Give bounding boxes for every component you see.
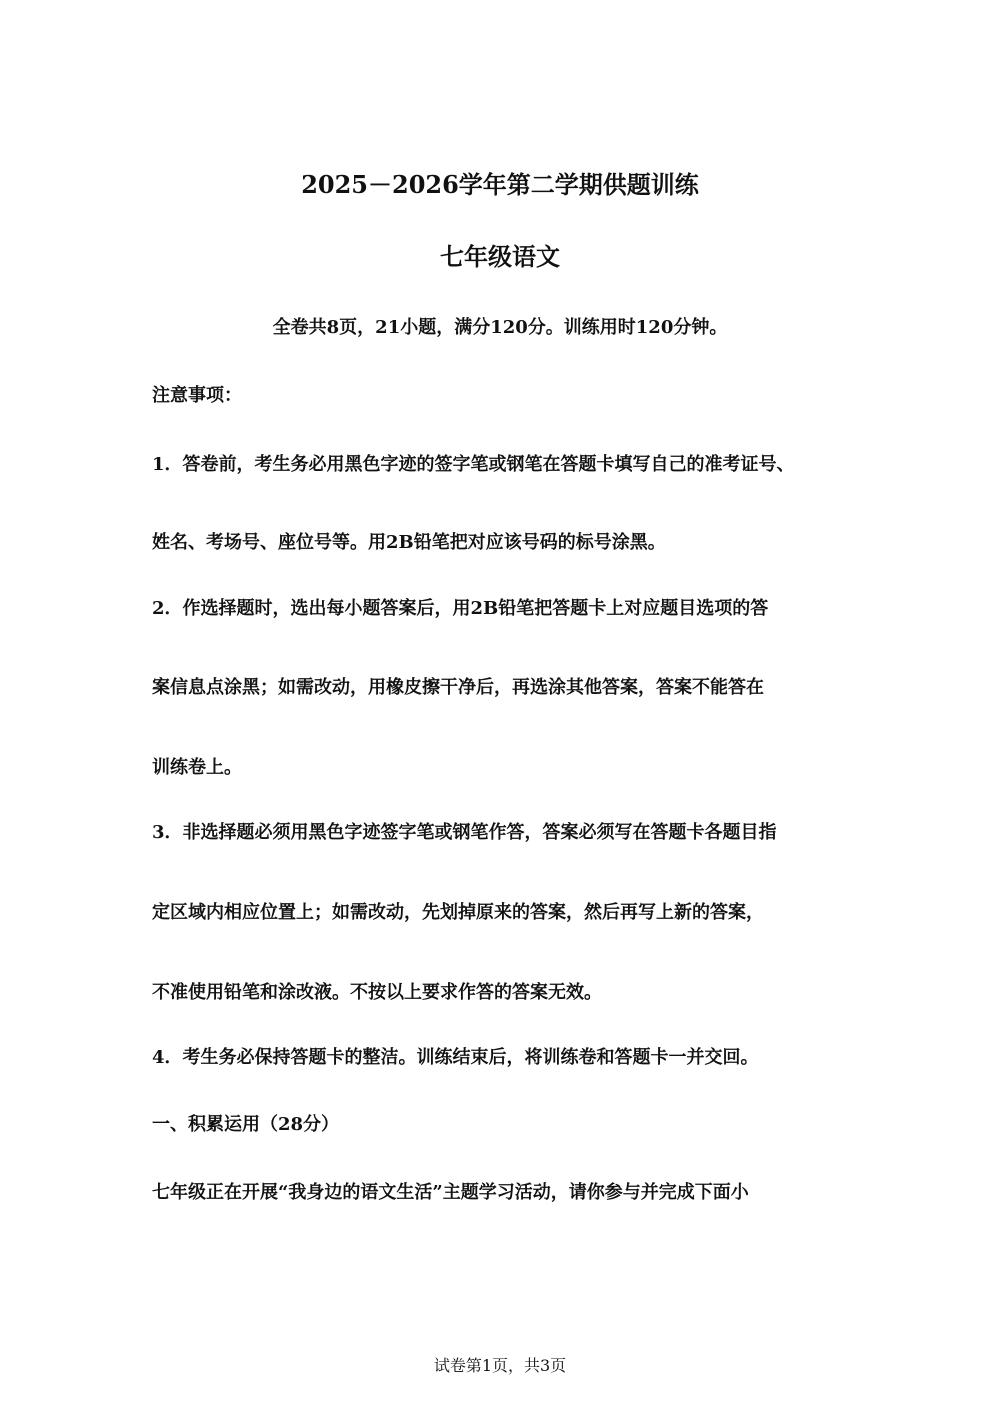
note-1-line-2: 姓名、考场号、座位号等。用2B铅笔把对应该号码的标号涂黑。 bbox=[152, 532, 666, 553]
exam-summary: 全卷共8页，21小题，满分120分。训练用时120分钟。 bbox=[272, 317, 728, 338]
note-1-line-1: 1．答卷前，考生务必用黑色字迹的签字笔或钢笔在答题卡填写自己的准考证号、 bbox=[152, 454, 795, 475]
note-3-line-1: 3．非选择题必须用黑色字迹签字笔或钢笔作答，答案必须写在答题卡各题目指 bbox=[152, 822, 777, 843]
section-1-intro-line-1: 七年级正在开展“我身边的语文生活”主题学习活动，请你参与并完成下面小 bbox=[152, 1182, 749, 1203]
note-2-line-3: 训练卷上。 bbox=[152, 757, 242, 778]
page-footer: 试卷第1页，共3页 bbox=[433, 1356, 567, 1375]
note-4-line-1: 4．考生务必保持答题卡的整洁。训练结束后，将训练卷和答题卡一并交回。 bbox=[152, 1047, 759, 1068]
note-3-line-2: 定区域内相应位置上；如需改动，先划掉原来的答案，然后再写上新的答案， bbox=[152, 902, 764, 923]
note-3-line-3: 不准使用铅笔和涂改液。不按以上要求作答的答案无效。 bbox=[152, 982, 602, 1003]
subject-title: 七年级语文 bbox=[440, 242, 560, 271]
note-2-line-1: 2．作选择题时，选出每小题答案后，用2B铅笔把答题卡上对应题目选项的答 bbox=[152, 598, 769, 619]
section-1-heading: 一、积累运用（28分） bbox=[152, 1114, 340, 1135]
note-2-line-2: 案信息点涂黑；如需改动，用橡皮擦干净后，再选涂其他答案，答案不能答在 bbox=[152, 677, 764, 698]
page-title: 2025－2026学年第二学期供题训练 bbox=[301, 170, 699, 199]
notes-heading: 注意事项： bbox=[152, 385, 242, 406]
